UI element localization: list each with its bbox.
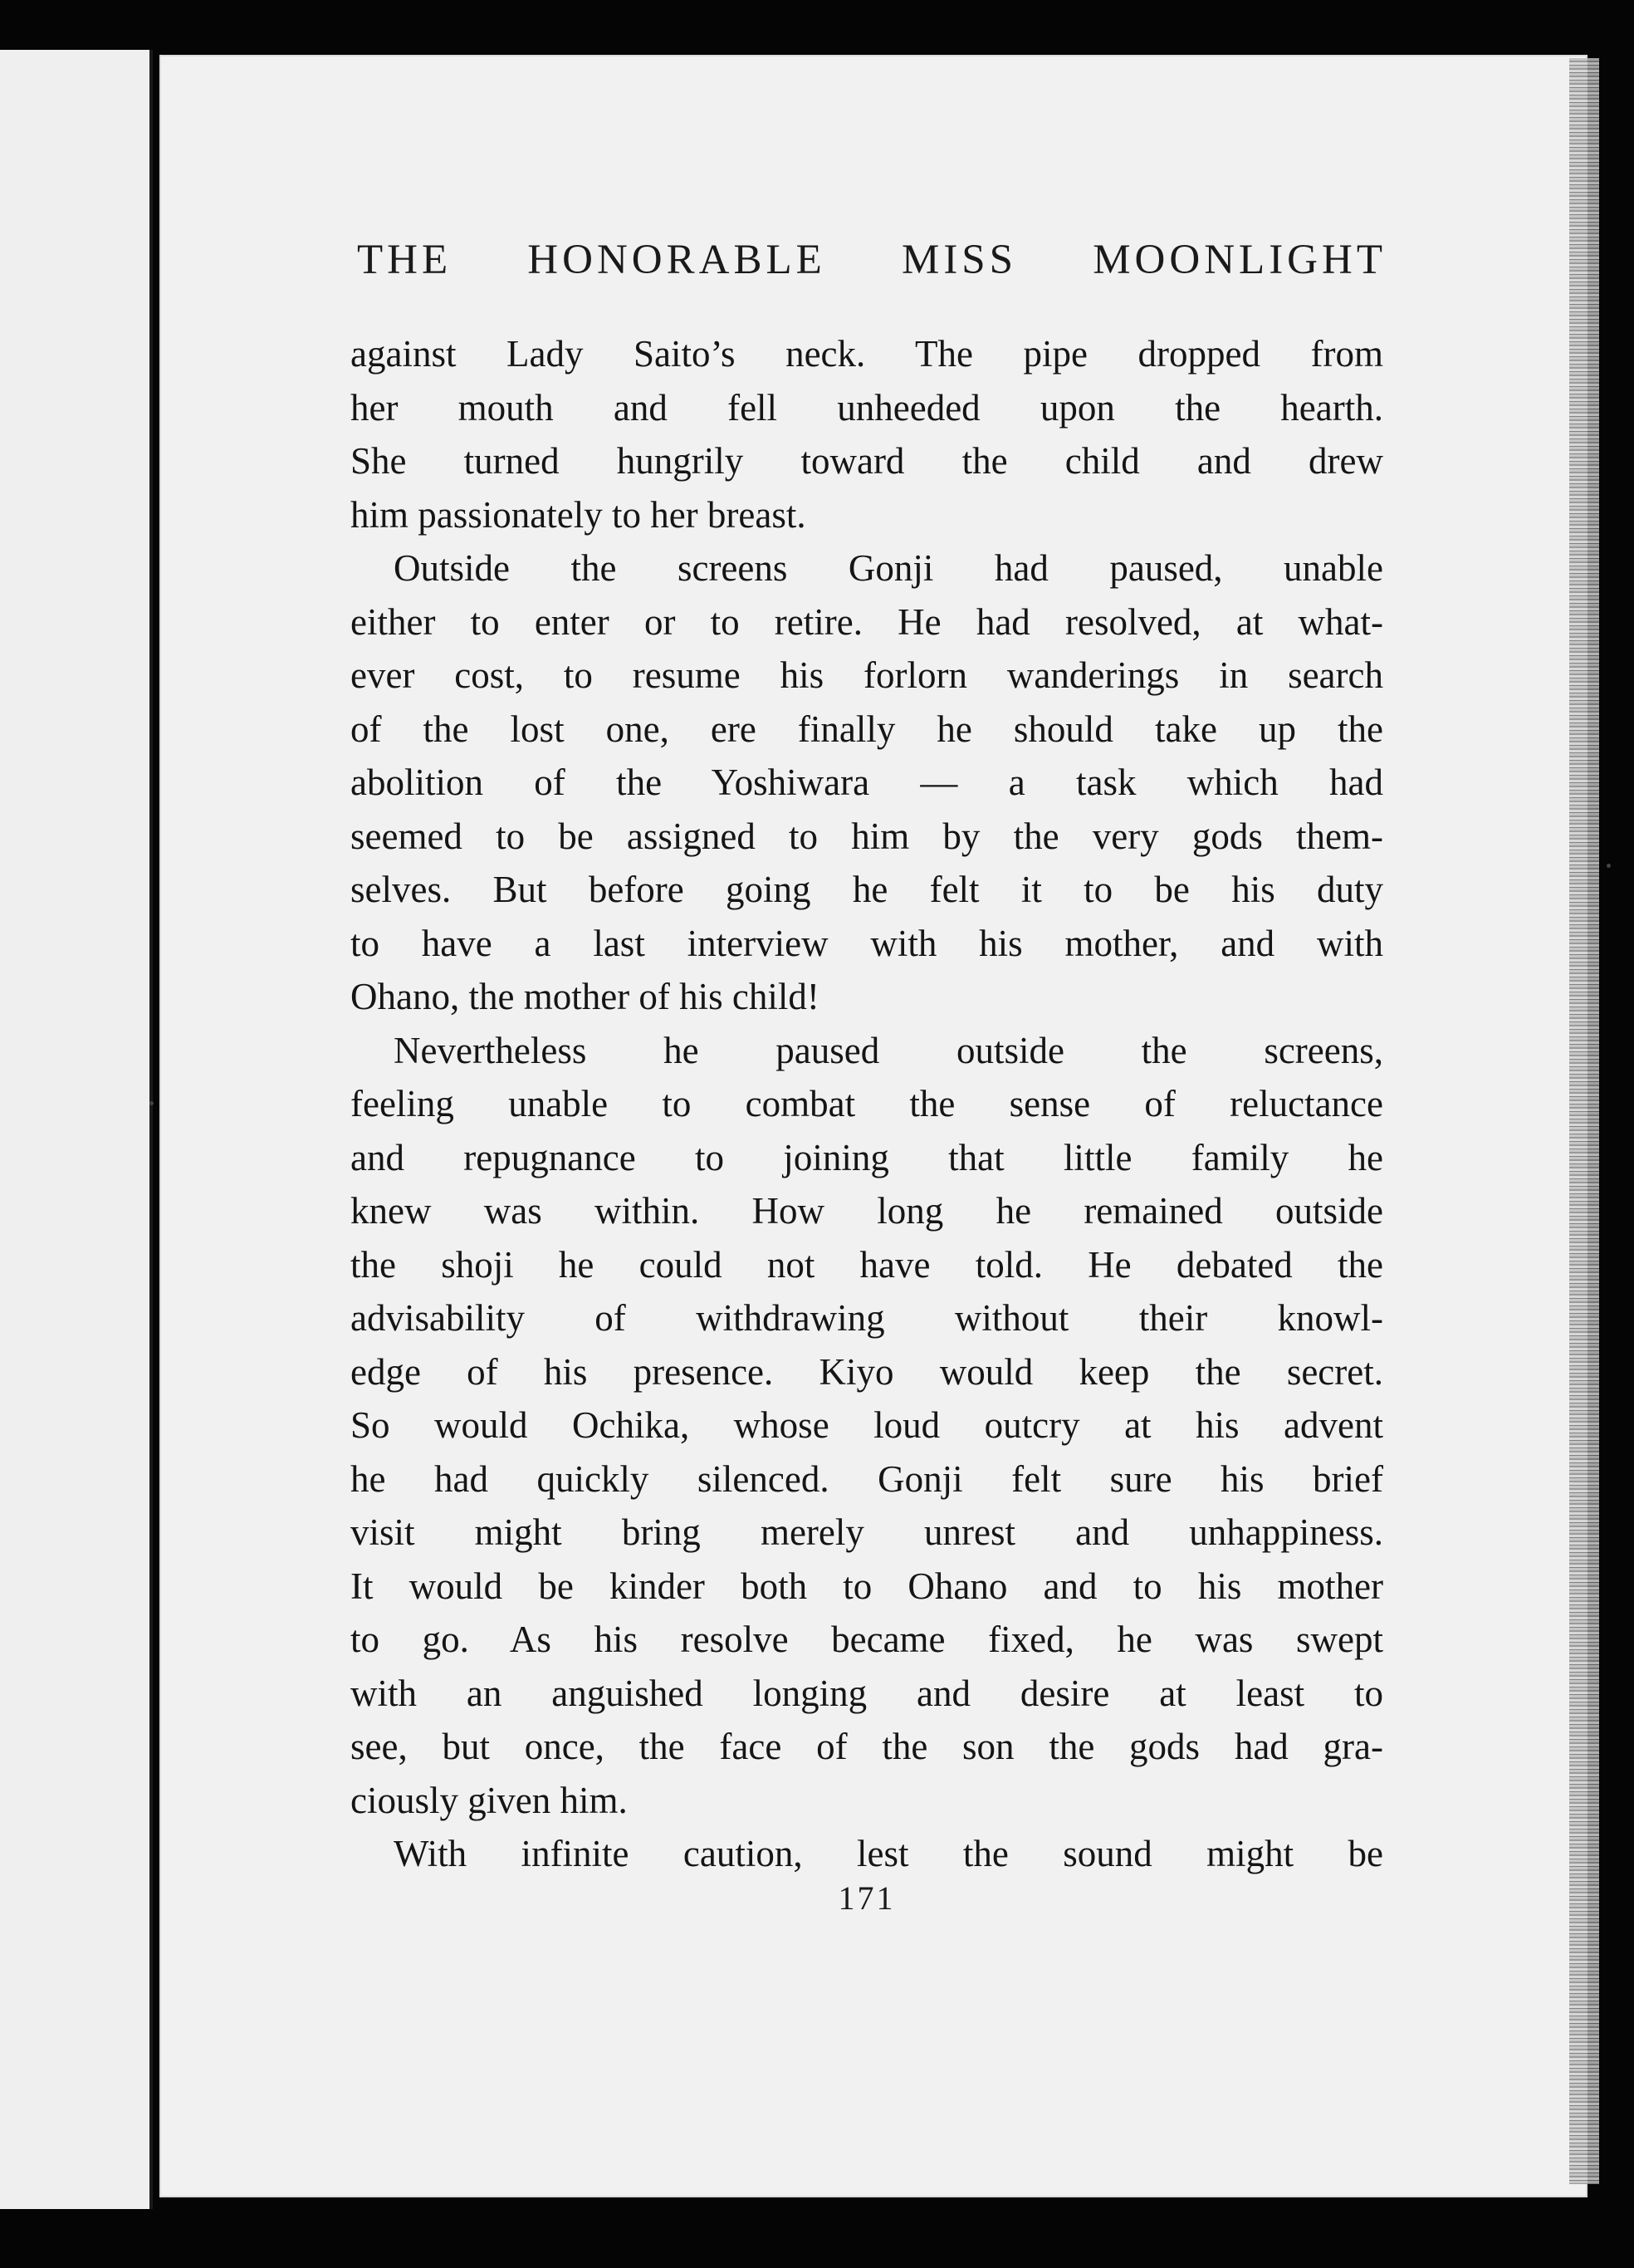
text-line: feeling unable to combat the sense of reluctance	[350, 1083, 1383, 1124]
text-line: he had quickly silenced. Gonji felt sure his brief	[350, 1457, 1383, 1500]
page-stack-edge	[1569, 58, 1599, 2184]
text-line: visit might bring merely unrest and unhappiness.	[350, 1511, 1383, 1553]
text-line: It would be kinder both to Ohano and to his mother	[350, 1565, 1383, 1607]
text-line: knew was within. How long he remained outside	[350, 1190, 1383, 1232]
text-line: abolition of the Yoshiwara — a task which had	[350, 762, 1383, 803]
text-line: her mouth and fell unheeded upon the hearth.	[350, 386, 1383, 429]
text-line: advisability of withdrawing without their knowl-	[350, 1297, 1383, 1339]
text-line: with an anguished longing and desire at least to	[350, 1672, 1383, 1714]
text-line: seemed to be assigned to him by the very gods them-	[350, 815, 1383, 857]
text-line: him passionately to her breast.	[350, 493, 806, 536]
text-line: ciously given him.	[350, 1779, 628, 1821]
text-line: She turned hungrily toward the child and drew	[350, 440, 1383, 482]
text-line: ever cost, to resume his forlorn wanderings in search	[350, 654, 1383, 696]
scan-speck	[1607, 864, 1611, 868]
text-line: to have a last interview with his mother, and with	[350, 922, 1383, 964]
text-line: Outside the screens Gonji had paused, unable	[394, 547, 1383, 589]
text-line: to go. As his resolve became fixed, he was swept	[350, 1619, 1383, 1660]
text-line: Nevertheless he paused outside the screens,	[394, 1029, 1383, 1071]
text-line: the shoji he could not have told. He debated the	[350, 1243, 1383, 1286]
text-line: either to enter or to retire. He had resolved, at what-	[350, 600, 1383, 643]
text-line: against Lady Saito’s neck. The pipe dropped from	[350, 333, 1383, 375]
scan-speck	[149, 1101, 154, 1105]
folio-wrap	[350, 0, 1383, 2268]
running-head: THE HONORABLE MISS MOONLIGHT	[357, 237, 1387, 283]
text-line: With infinite caution, lest the sound might be	[394, 1833, 1383, 1874]
text-line: and repugnance to joining that little family he	[350, 1136, 1383, 1178]
text-line: see, but once, the face of the son the gods had gra-	[350, 1726, 1383, 1767]
text-line: Ohano, the mother of his child!	[350, 976, 819, 1017]
page-number: 171	[838, 1879, 896, 1917]
facing-page-edge	[0, 50, 153, 2209]
text-line: of the lost one, ere finally he should take up the	[350, 708, 1383, 750]
text-line: edge of his presence. Kiyo would keep the secret.	[350, 1350, 1383, 1393]
text-line: So would Ochika, whose loud outcry at his advent	[350, 1404, 1383, 1446]
text-line: selves. But before going he felt it to be his duty	[350, 869, 1383, 910]
